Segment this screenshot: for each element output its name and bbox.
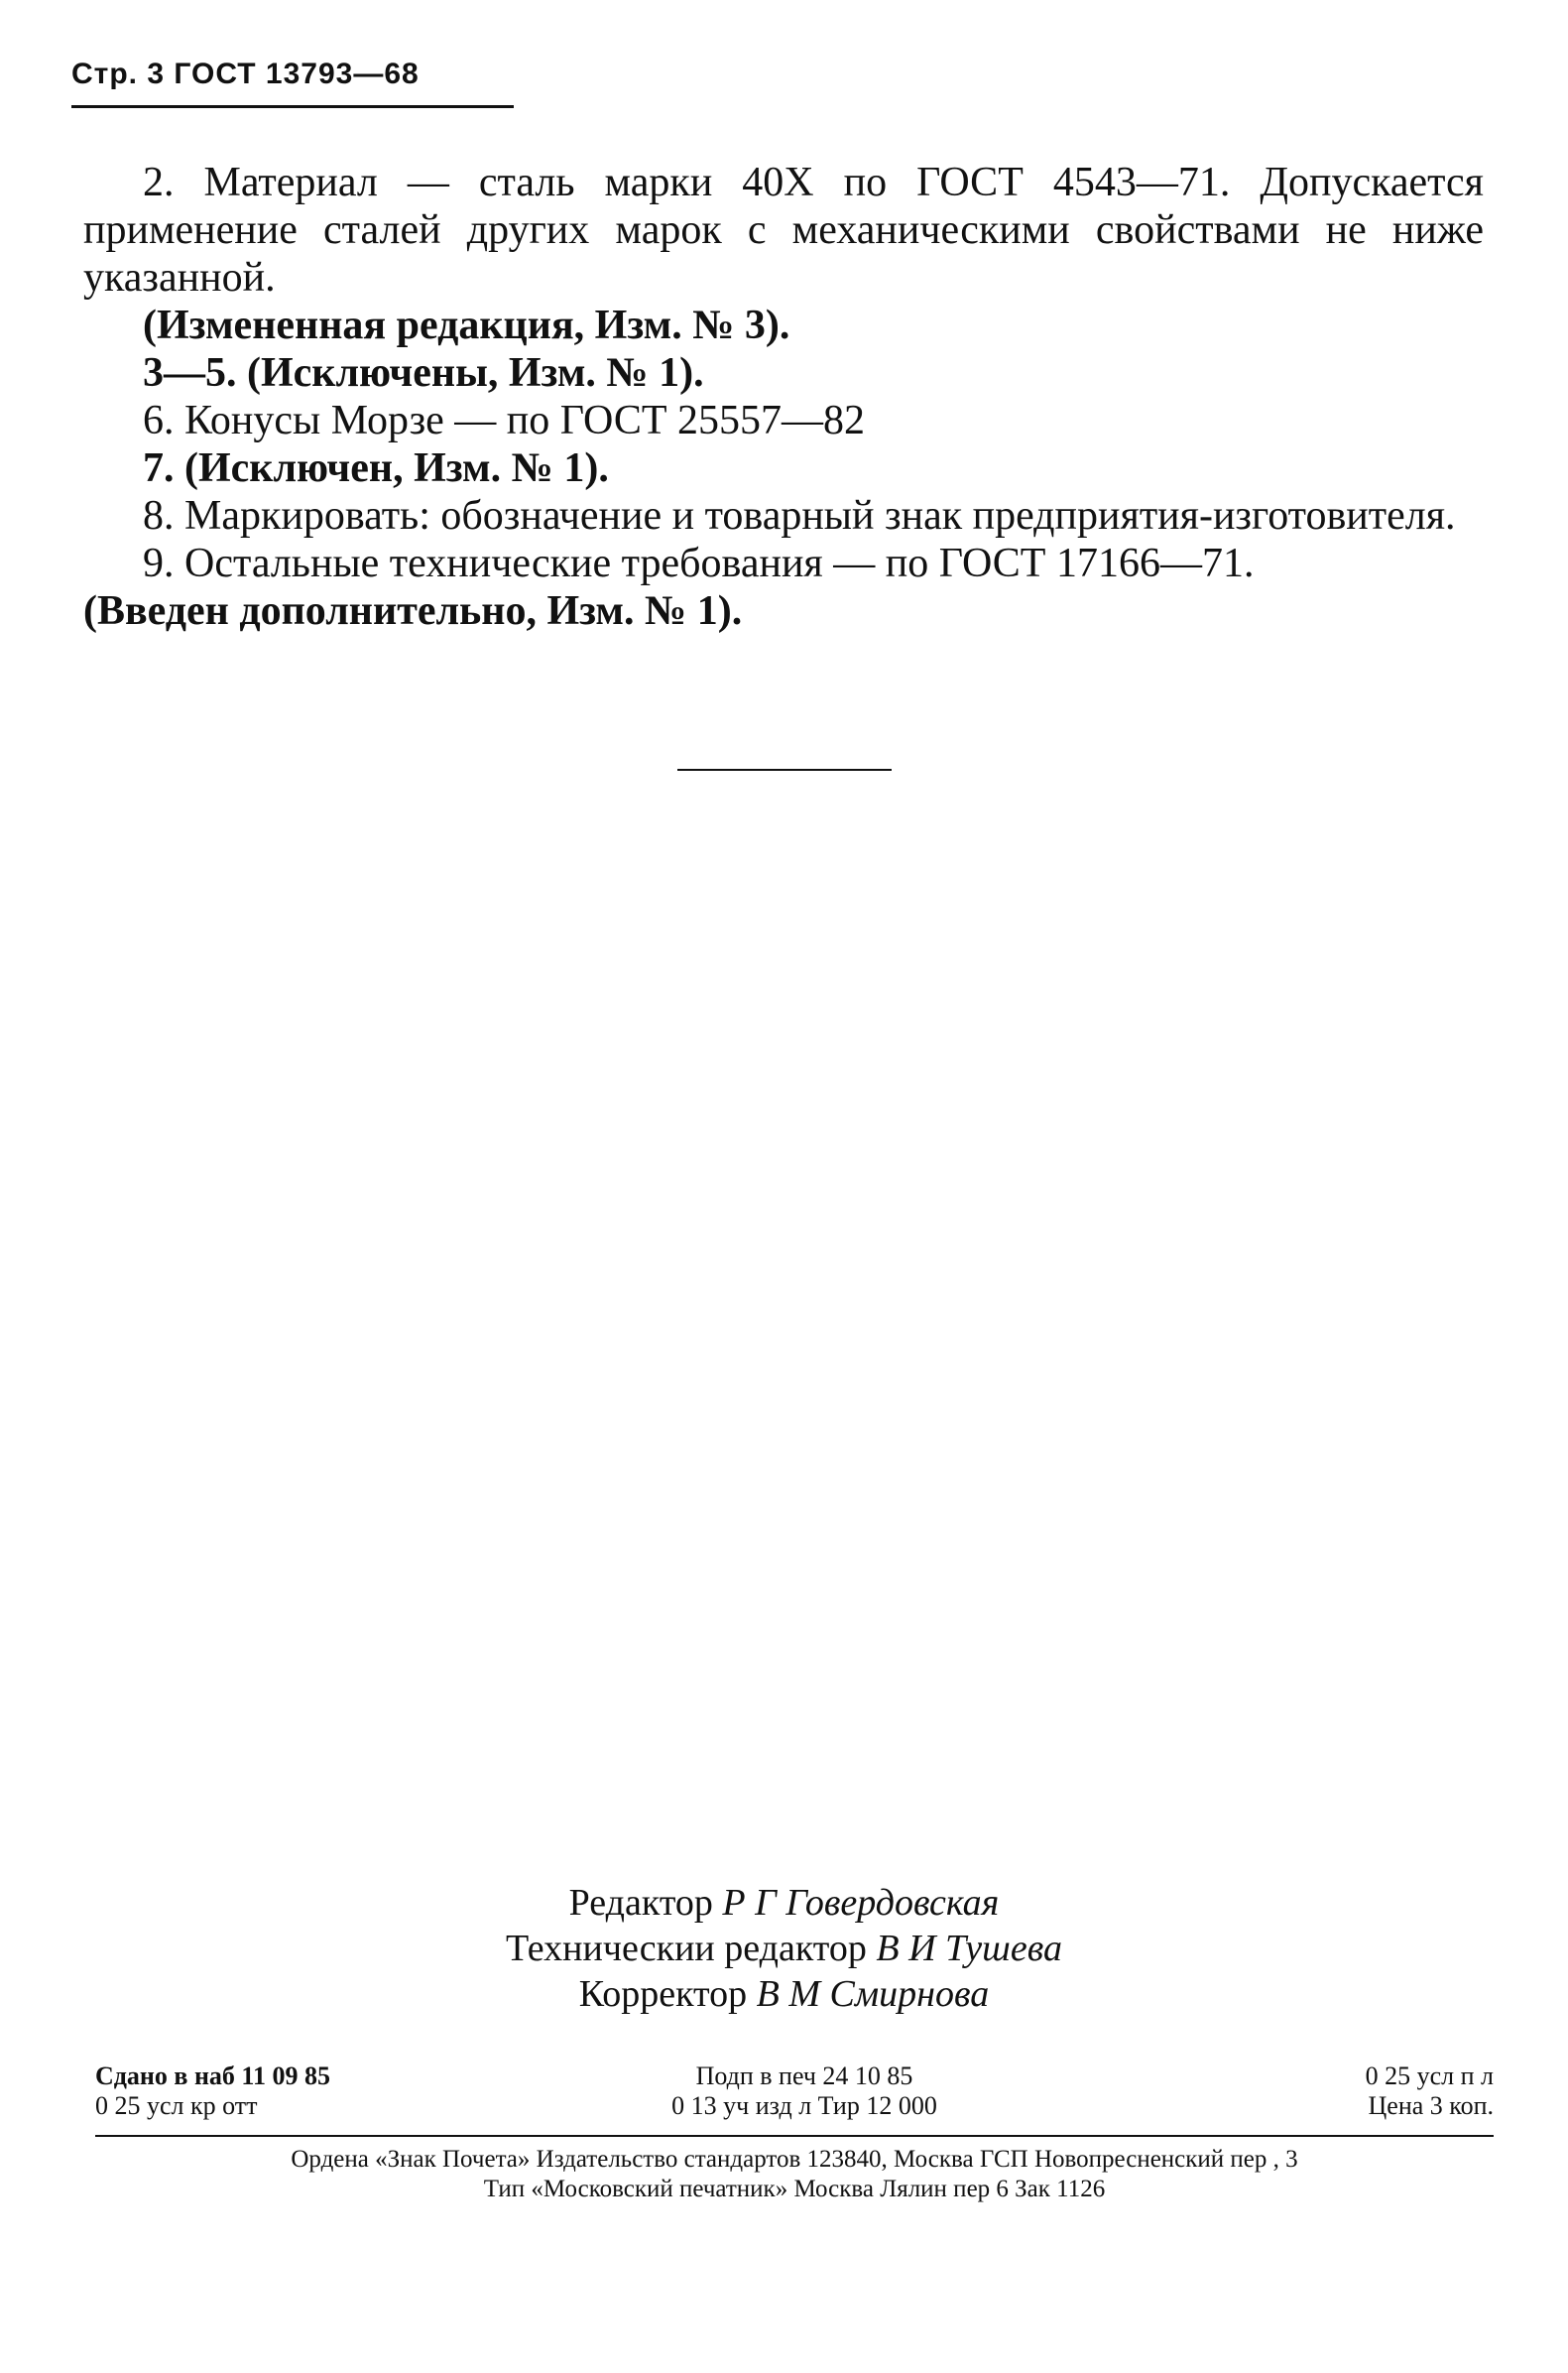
imprint-print-date: Подп в печ 24 10 85 xyxy=(695,2061,913,2090)
corrector-name: В М Смирнова xyxy=(756,1973,990,2015)
imprint-rule xyxy=(95,2135,1494,2137)
corrector-label: Корректор xyxy=(578,1973,748,2015)
corrector-line xyxy=(0,1971,1568,2017)
tech-editor-line xyxy=(0,1926,1568,1971)
imprint-price: Цена 3 коп. xyxy=(1368,2091,1494,2120)
clause-2-note: (Измененная редакция, Изм. № 3). xyxy=(143,303,790,348)
imprint-print-sheets: 0 25 усл п л xyxy=(1365,2061,1494,2090)
page-header: Стр. 3 ГОСТ 13793—68 xyxy=(71,58,420,90)
header-rule xyxy=(71,105,514,108)
editor-name: Р Г Говердовская xyxy=(722,1882,1000,1924)
clause-3-5 xyxy=(83,349,1484,397)
imprint-typeset-date: Сдано в наб 11 09 85 xyxy=(95,2061,330,2090)
imprint-row xyxy=(95,2061,1494,2091)
clause-6: 6. Конусы Морзе — по ГОСТ 25557—82 xyxy=(143,398,866,443)
clause-2: 2. Материал — сталь марки 40Х по ГОСТ 4543—71. Допускается применение сталей других марок с механическими свойствами не ниже указанной. xyxy=(83,160,1484,301)
imprint-row xyxy=(95,2091,1494,2121)
imprint-color-prints: 0 25 усл кр отт xyxy=(95,2091,258,2120)
editor-label: Редактор xyxy=(568,1882,713,1924)
clause-8: 8. Маркировать: обозначение и товарный знак предприятия-изготовителя. xyxy=(143,493,1456,539)
credits-block xyxy=(0,1880,1568,2017)
section-separator xyxy=(677,769,892,771)
publisher-line: Ордена «Знак Почета» Издательство стандартов 123840, Москва ГСП Новопресненский пер , 3 xyxy=(291,2146,1298,2173)
imprint-block xyxy=(95,2061,1494,2121)
editor-line xyxy=(0,1880,1568,1926)
tech-editor-label: Техническии редактор xyxy=(506,1928,867,1969)
clause-3-5-text: 3—5. (Исключены, Изм. № 1). xyxy=(143,350,704,396)
requirements-body xyxy=(83,159,1484,635)
clause-9: 9. Остальные технические требования — по ГОСТ 17166—71. xyxy=(143,541,1255,586)
publisher-footer xyxy=(95,2145,1494,2204)
clause-9-note: (Введен дополнительно, Изм. № 1). xyxy=(83,588,743,634)
tech-editor-name: В И Тушева xyxy=(876,1928,1062,1969)
printer-line: Тип «Московский печатник» Москва Лялин пер 6 Зак 1126 xyxy=(483,2176,1106,2202)
imprint-run: 0 13 уч изд л Тир 12 000 xyxy=(671,2091,937,2120)
clause-7: 7. (Исключен, Изм. № 1). xyxy=(143,445,609,491)
